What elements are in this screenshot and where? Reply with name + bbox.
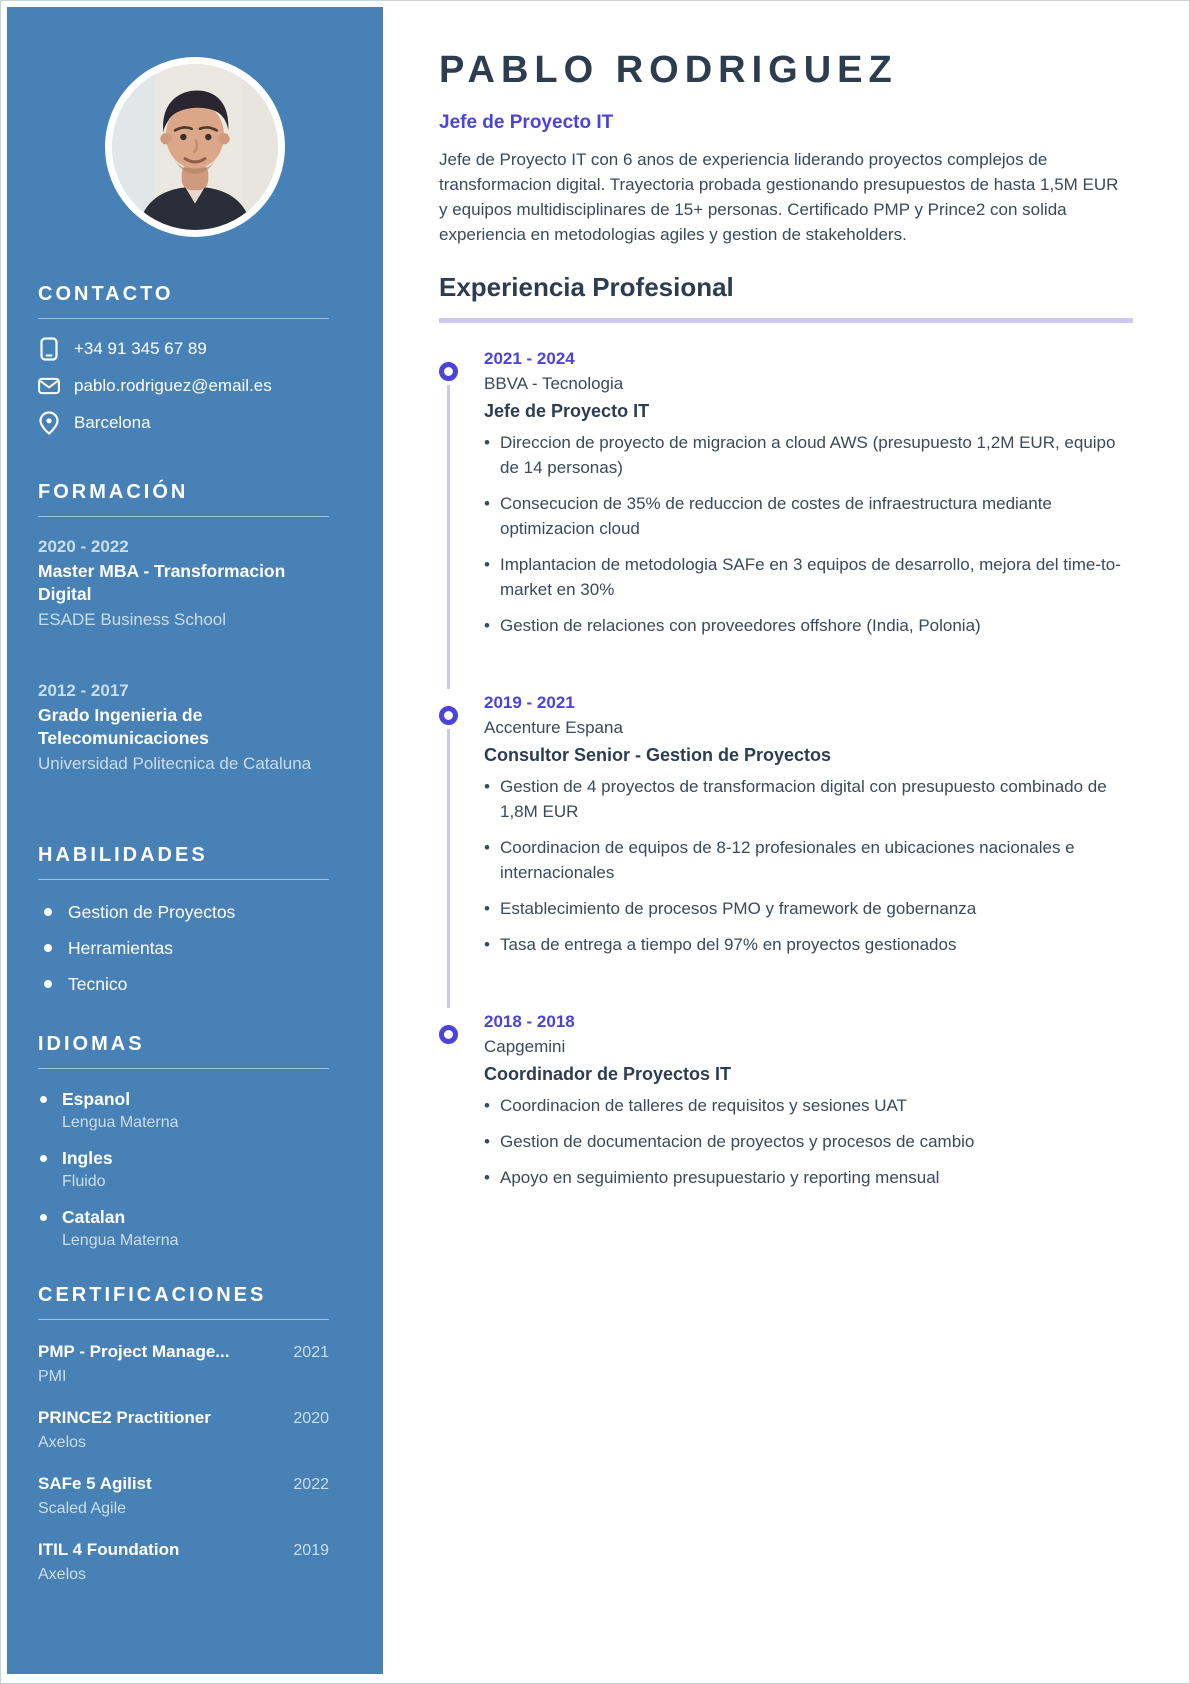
certification-year: 2019 bbox=[293, 1541, 329, 1559]
section-divider bbox=[38, 1319, 329, 1320]
job-bullet: • Gestion de documentacion de proyectos y procesos de cambio bbox=[484, 1129, 1124, 1154]
job-period: 2019 - 2021 bbox=[484, 693, 575, 712]
section-underline bbox=[439, 318, 1133, 323]
certifications-list bbox=[38, 1342, 329, 1584]
education-degree: Grado Ingenieria de Telecomunicaciones bbox=[38, 705, 209, 749]
section-divider bbox=[38, 1068, 329, 1069]
language-name: Espanol bbox=[62, 1088, 131, 1109]
education-period: 2012 - 2017 bbox=[38, 681, 129, 701]
education-period: 2020 - 2022 bbox=[38, 537, 129, 556]
language-name: Ingles bbox=[62, 1147, 113, 1168]
avatar bbox=[105, 57, 285, 237]
language-level: Fluido bbox=[62, 1172, 106, 1190]
avatar-illustration bbox=[112, 64, 278, 230]
job-role: Jefe de Proyecto IT bbox=[484, 401, 650, 421]
contact-section-title: CONTACTO bbox=[38, 283, 174, 305]
job-period: 2021 - 2024 bbox=[484, 349, 575, 368]
job-bullet: • Gestion de 4 proyectos de transformacion digital con presupuesto combinado de 1,8M EUR bbox=[484, 774, 1124, 824]
job-bullet: • Implantacion de metodologia SAFe en 3 equipos de desarrollo, mejora del time-to-market en 30% bbox=[484, 552, 1124, 602]
sidebar-section-education bbox=[38, 481, 329, 776]
education-school: ESADE Business School bbox=[38, 610, 227, 630]
contact-email-text: pablo.rodriguez@email.es bbox=[74, 376, 272, 395]
education-entry bbox=[38, 681, 329, 775]
language-level: Lengua Materna bbox=[62, 1231, 179, 1249]
certification-item bbox=[38, 1342, 329, 1386]
experience-timeline bbox=[439, 349, 1133, 1190]
location-pin-icon bbox=[38, 411, 60, 435]
skill-item: Gestion de Proyectos bbox=[38, 902, 329, 923]
job-bullet: • Establecimiento de procesos PMO y framework de gobernanza bbox=[484, 896, 1124, 921]
education-degree: Master MBA - Transformacion Digital bbox=[38, 561, 286, 605]
sidebar-section-languages bbox=[38, 1033, 329, 1250]
page-title-name: PABLO RODRIGUEZ bbox=[439, 49, 898, 91]
education-school: Universidad Politecnica de Cataluna bbox=[38, 754, 312, 774]
certifications-section-title: CERTIFICACIONES bbox=[38, 1283, 267, 1306]
education-section-title: FORMACIÓN bbox=[38, 481, 189, 503]
certification-year: 2020 bbox=[293, 1409, 329, 1427]
phone-icon bbox=[38, 337, 60, 361]
timeline-item bbox=[439, 693, 1133, 1012]
sidebar bbox=[7, 7, 383, 1674]
main-content bbox=[383, 7, 1183, 1674]
skill-item: Tecnico bbox=[38, 974, 329, 995]
certification-org: Scaled Agile bbox=[38, 1499, 127, 1517]
headline-job-title: Jefe de Proyecto IT bbox=[439, 112, 614, 133]
job-company: BBVA - Tecnologia bbox=[484, 374, 624, 393]
job-bullet: • Consecucion de 35% de reduccion de costes de infraestructura mediante optimizacion cloud bbox=[484, 491, 1124, 541]
certification-org: Axelos bbox=[38, 1433, 87, 1451]
job-period: 2018 - 2018 bbox=[484, 1012, 575, 1031]
contact-list bbox=[38, 337, 329, 435]
certification-year: 2022 bbox=[293, 1475, 329, 1493]
sidebar-content bbox=[7, 283, 383, 1624]
timeline-item bbox=[439, 349, 1133, 693]
education-entry bbox=[38, 537, 329, 631]
sidebar-section-contact bbox=[38, 283, 329, 435]
certification-year: 2021 bbox=[293, 1343, 329, 1361]
profile-summary: Jefe de Proyecto IT con 6 anos de experiencia liderando proyectos complejos de transformacion digital. Trayectoria probada gestionando presupuestos de hasta 1,5M EUR y equipos multidisciplinares de 15+ personas. Certificado PMP y Prince2 con solida experiencia en metodologias agiles y gestion de stakeholders. bbox=[439, 150, 1119, 244]
contact-item-location bbox=[38, 411, 329, 435]
sidebar-section-skills bbox=[38, 844, 329, 995]
languages-list bbox=[38, 1089, 329, 1250]
section-divider bbox=[38, 879, 329, 880]
skills-list bbox=[38, 902, 329, 995]
language-name: Catalan bbox=[62, 1206, 126, 1227]
section-divider bbox=[38, 516, 329, 517]
job-role: Coordinador de Proyectos IT bbox=[484, 1064, 732, 1084]
skills-section-title: HABILIDADES bbox=[38, 843, 208, 866]
certification-org: Axelos bbox=[38, 1565, 87, 1583]
job-bullet-list bbox=[484, 774, 1133, 957]
job-bullet: • Gestion de relaciones con proveedores offshore (India, Polonia) bbox=[484, 613, 1124, 638]
language-item bbox=[38, 1148, 329, 1191]
job-bullet: • Tasa de entrega a tiempo del 97% en proyectos gestionados bbox=[484, 932, 1124, 957]
contact-phone-text: +34 91 345 67 89 bbox=[74, 339, 207, 358]
timeline-item bbox=[439, 1012, 1133, 1190]
timeline-marker-icon bbox=[439, 706, 458, 725]
certification-org: PMI bbox=[38, 1367, 67, 1385]
skill-item: Herramientas bbox=[38, 938, 329, 959]
job-bullet-list bbox=[484, 1093, 1133, 1190]
job-bullet: • Coordinacion de equipos de 8-12 profesionales en ubicaciones nacionales e internacionales bbox=[484, 835, 1124, 885]
job-bullet: • Direccion de proyecto de migracion a cloud AWS (presupuesto 1,2M EUR, equipo de 14 personas) bbox=[484, 430, 1124, 480]
email-icon bbox=[38, 377, 60, 395]
job-bullet: • Coordinacion de talleres de requisitos y sesiones UAT bbox=[484, 1093, 1124, 1118]
certification-name: ITIL 4 Foundation bbox=[38, 1539, 180, 1559]
section-divider bbox=[38, 318, 329, 319]
job-role: Consultor Senior - Gestion de Proyectos bbox=[484, 745, 832, 765]
sidebar-section-certifications bbox=[38, 1284, 329, 1584]
contact-item-email bbox=[38, 376, 329, 396]
job-company: Capgemini bbox=[484, 1037, 566, 1056]
certification-item bbox=[38, 1540, 329, 1584]
job-bullet-list bbox=[484, 430, 1133, 638]
language-level: Lengua Materna bbox=[62, 1113, 179, 1131]
certification-name: PMP - Project Manage... bbox=[38, 1341, 230, 1361]
job-bullet: • Apoyo en seguimiento presupuestario y reporting mensual bbox=[484, 1165, 1124, 1190]
certification-name: SAFe 5 Agilist bbox=[38, 1473, 152, 1493]
timeline-marker-icon bbox=[439, 1025, 458, 1044]
experience-section-title: Experiencia Profesional bbox=[439, 272, 734, 302]
job-company: Accenture Espana bbox=[484, 718, 623, 737]
contact-item-phone bbox=[38, 337, 329, 361]
certification-item bbox=[38, 1408, 329, 1452]
timeline-marker-icon bbox=[439, 362, 458, 381]
language-item bbox=[38, 1089, 329, 1132]
certification-item bbox=[38, 1474, 329, 1518]
certification-name: PRINCE2 Practitioner bbox=[38, 1407, 211, 1427]
languages-section-title: IDIOMAS bbox=[38, 1032, 145, 1055]
contact-location-text: Barcelona bbox=[74, 413, 151, 432]
spacer bbox=[38, 631, 329, 659]
language-item bbox=[38, 1207, 329, 1250]
